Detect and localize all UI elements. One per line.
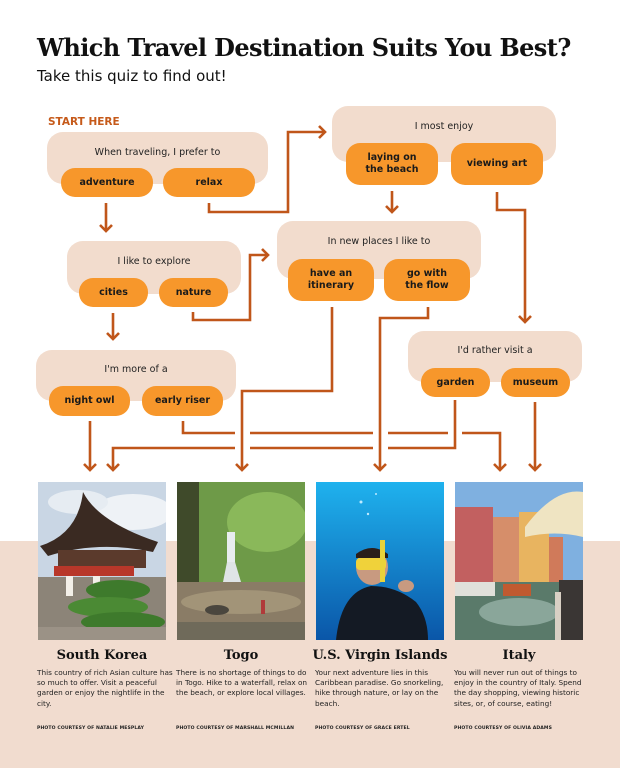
photo-togo-waterfall: [177, 482, 305, 640]
start-here-label: START HERE: [48, 116, 120, 128]
photo-south-korea-pavilion: [38, 482, 166, 640]
arrow-art-to-visit: [497, 192, 525, 322]
photo-credit-togo: PHOTO COURTESY OF MARSHALL MCMILLAN: [176, 726, 295, 731]
page-title: Which Travel Destination Suits You Best?: [37, 33, 571, 62]
question-prompt: In new places I like to: [327, 236, 431, 247]
option-laying-on-the-beach[interactable]: laying on the beach: [346, 143, 438, 185]
question-prompt: I'd rather visit a: [457, 345, 533, 356]
destination-description-togo: There is no shortage of things to do in Togo. Hike to a waterfall, relax on the beach, or explore local villages.: [176, 668, 308, 698]
photo-credit-italy: PHOTO COURTESY OF OLIVIA ADAMS: [454, 726, 553, 731]
arrow-itinerary-to-togo: [242, 307, 332, 470]
arrow-garden-to-southkorea: [388, 400, 455, 448]
photo-italy-canal: [455, 482, 583, 640]
destination-description-south-korea: This country of rich Asian culture has so much to offer. Visit a peaceful garden or enjoy the nightlife in the city.: [37, 668, 173, 708]
photo-credit-south-korea: PHOTO COURTESY OF NATALIE MESPLAY: [37, 726, 145, 731]
option-relax[interactable]: relax: [163, 168, 255, 197]
option-adventure[interactable]: adventure: [61, 168, 153, 197]
option-garden[interactable]: garden: [421, 368, 490, 397]
photo-virgin-islands-diver: [316, 482, 444, 640]
option-night-owl[interactable]: night owl: [49, 386, 130, 416]
option-cities[interactable]: cities: [79, 278, 148, 307]
option-museum[interactable]: museum: [501, 368, 570, 397]
question-prompt: I most enjoy: [414, 121, 474, 132]
destination-title-togo: Togo: [223, 648, 259, 663]
option-have-an-itinerary[interactable]: have an itinerary: [288, 259, 374, 301]
photo-credit-usvi: PHOTO COURTESY OF GRACE ERTEL: [315, 726, 410, 731]
question-prompt: When traveling, I prefer to: [94, 147, 221, 158]
destination-title-usvi: U.S. Virgin Islands: [312, 648, 448, 663]
page-subtitle: Take this quiz to find out!: [37, 67, 227, 85]
destination-description-italy: You will never run out of things to enjoy in the country of Italy. Spend the day shopping, viewing historic sites, or, of course, eating!: [454, 668, 582, 708]
option-viewing-art[interactable]: viewing art: [451, 143, 543, 185]
option-nature[interactable]: nature: [159, 278, 228, 307]
destination-title-south-korea: South Korea: [56, 648, 148, 663]
question-prompt: I like to explore: [117, 256, 191, 267]
question-prompt: I'm more of a: [104, 364, 168, 375]
destination-title-italy: Italy: [502, 648, 536, 663]
option-go-with-the-flow[interactable]: go with the flow: [384, 259, 470, 301]
option-early-riser[interactable]: early riser: [142, 386, 223, 416]
arrow-earlyriser-to-italy: [183, 421, 235, 433]
destination-description-usvi: Your next adventure lies in this Caribbean paradise. Go snorkeling, hike through nature, or lay on the beach.: [315, 668, 444, 708]
